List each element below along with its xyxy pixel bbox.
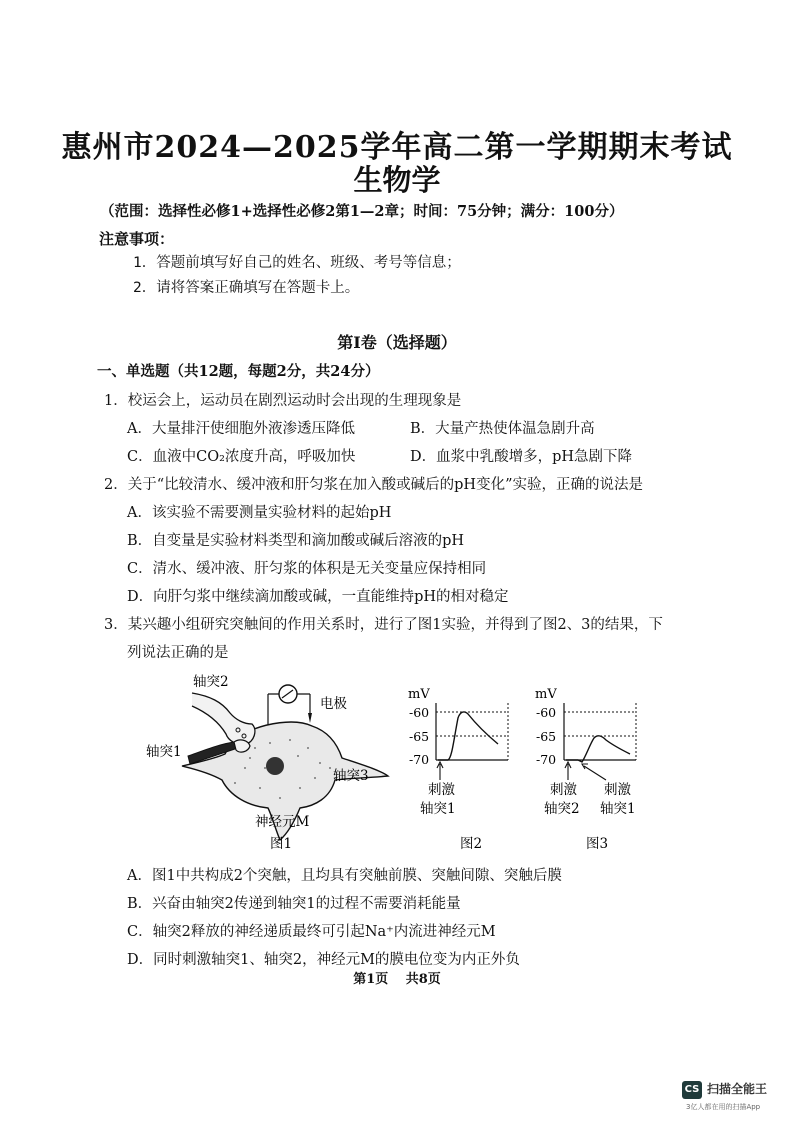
exam-scope: （范围：选择性必修1+选择性必修2第1—2章；时间：75分钟；满分：100分）	[100, 203, 624, 220]
figure-3	[535, 687, 636, 852]
figures-area	[130, 668, 670, 858]
option-d: D．同时刺激轴突1、轴突2，神经元M的膜电位变为内正外负	[127, 952, 520, 968]
page-footer: 第1页 共8页	[353, 972, 441, 987]
option-c: C．清水、缓冲液、肝匀浆的体积是无关变量应保持相同	[127, 561, 487, 577]
fig3-tick: -70	[536, 752, 557, 767]
arrow-icon	[565, 762, 571, 780]
figure-2	[408, 687, 508, 852]
question-stem-cont: 列说法正确的是	[127, 645, 229, 661]
fig3-stim-target: 轴突1	[600, 801, 636, 817]
fig2-stim-label: 刺激	[428, 782, 455, 798]
fig2-tick: -70	[409, 752, 430, 767]
exam-title: 惠州市2024—2025学年高二第一学期期末考试	[61, 130, 733, 165]
label-axon-1: 轴突1	[146, 744, 182, 760]
watermark-name: 扫描全能王	[707, 1082, 768, 1096]
fig2-tick: -65	[409, 729, 430, 744]
fig3-stim-label: 刺激	[604, 782, 631, 798]
fig2-tick: -60	[409, 705, 430, 720]
section-title: 第Ⅰ卷（选择题）	[337, 333, 457, 352]
option-c: C．轴突2释放的神经递质最终可引起Na⁺内流进神经元M	[127, 924, 496, 940]
fig3-tick: -65	[536, 729, 557, 744]
fig2-stim-target: 轴突1	[420, 801, 456, 817]
fig3-stim-label: 刺激	[550, 782, 577, 798]
arrow-icon	[582, 764, 606, 780]
label-axon-3: 轴突3	[333, 768, 369, 784]
fig2-unit: mV	[408, 687, 430, 702]
label-electrode: 电极	[320, 696, 347, 712]
figure-1-caption: 图1	[270, 836, 293, 852]
notice-heading: 注意事项：	[99, 230, 175, 248]
figure-3-caption: 图3	[586, 836, 609, 852]
fig3-curve	[566, 736, 630, 762]
option-b: B．兴奋由轴突2传递到轴突1的过程不需要消耗能量	[127, 896, 461, 912]
label-axon-2: 轴突2	[193, 674, 229, 690]
fig3-tick: -60	[536, 705, 557, 720]
option-b: B．自变量是实验材料类型和滴加酸或碱后溶液的pH	[127, 533, 465, 549]
notice-item: 2．请将答案正确填写在答题卡上。	[133, 280, 360, 296]
exam-subject: 生物学	[353, 163, 441, 197]
question-stem: 1．校运会上，运动员在剧烈运动时会出现的生理现象是	[104, 393, 462, 409]
nucleus	[266, 757, 284, 775]
option-b: B．大量产热使体温急剧升高	[410, 421, 595, 437]
notice-item: 1．答题前填写好自己的姓名、班级、考号等信息；	[133, 255, 461, 271]
fig3-unit: mV	[535, 687, 557, 702]
question-stem: 2．关于“比较清水、缓冲液和肝匀浆在加入酸或碱后的pH变化”实验，正确的说法是	[104, 477, 643, 493]
option-d: D．血浆中乳酸增多，pH急剧下降	[410, 449, 633, 465]
camscanner-logo-icon: CS	[682, 1081, 702, 1099]
figure-1	[146, 674, 388, 852]
label-neuron-m: 神经元M	[255, 814, 310, 830]
option-a: A．大量排汗使细胞外液渗透压降低	[127, 421, 355, 437]
option-c: C．血液中CO₂浓度升高，呼吸加快	[127, 449, 356, 465]
question-stem: 3．某兴趣小组研究突触间的作用关系时，进行了图1实验，并得到了图2、3的结果，下	[104, 617, 663, 633]
option-a: A．该实验不需要测量实验材料的起始pH	[127, 505, 392, 521]
figure-2-caption: 图2	[460, 836, 483, 852]
arrow-icon	[437, 762, 443, 780]
fig3-stim-target: 轴突2	[544, 801, 580, 817]
part-title: 一、单选题（共12题，每题2分，共24分）	[97, 363, 380, 380]
watermark-tagline: 3亿人都在用的扫描App	[686, 1103, 761, 1111]
option-a: A．图1中共构成2个突触，且均具有突触前膜、突触间隙、突触后膜	[127, 868, 562, 884]
option-d: D．向肝匀浆中继续滴加酸或碱，一直能维持pH的相对稳定	[127, 589, 509, 605]
